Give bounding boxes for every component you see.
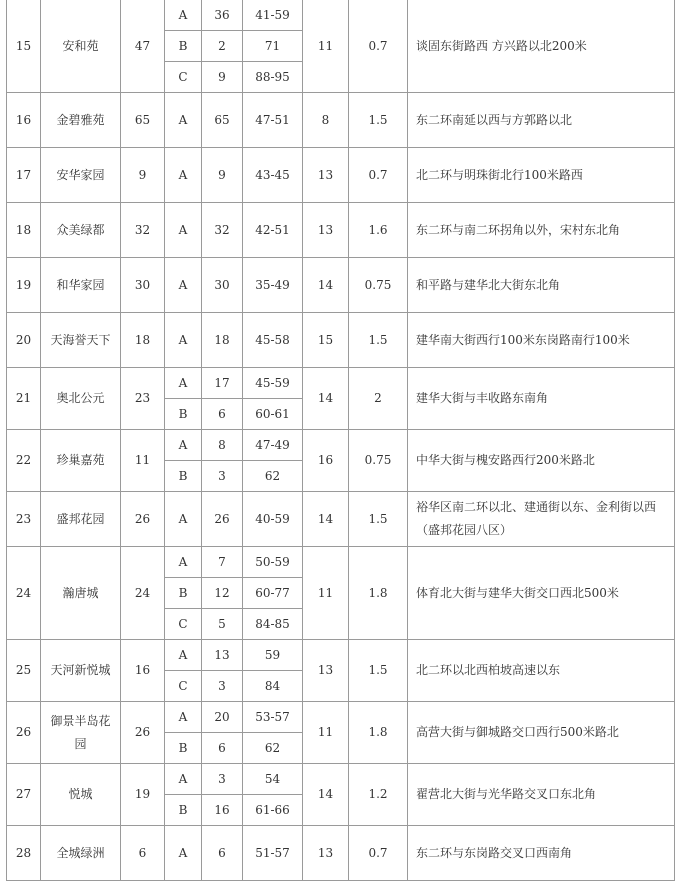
table-body xyxy=(7,0,675,881)
unit-area: 71 xyxy=(243,31,303,62)
floors: 15 xyxy=(303,313,349,368)
price: 1.8 xyxy=(349,547,408,640)
table-row xyxy=(7,368,675,399)
unit-area: 84-85 xyxy=(243,609,303,640)
unit-area: 60-77 xyxy=(243,578,303,609)
project-name: 金碧雅苑 xyxy=(41,93,121,148)
unit-count: 13 xyxy=(202,640,243,671)
project-name: 天海誉天下 xyxy=(41,313,121,368)
unit-count: 5 xyxy=(202,609,243,640)
unit-count: 36 xyxy=(202,0,243,31)
price: 2 xyxy=(349,368,408,430)
table-row xyxy=(7,313,675,368)
floors: 11 xyxy=(303,547,349,640)
unit-count: 12 xyxy=(202,578,243,609)
unit-area: 42-51 xyxy=(243,203,303,258)
unit-area: 59 xyxy=(243,640,303,671)
total-units: 65 xyxy=(121,93,165,148)
unit-area: 35-49 xyxy=(243,258,303,313)
floors: 14 xyxy=(303,764,349,826)
unit-area: 43-45 xyxy=(243,148,303,203)
price: 0.7 xyxy=(349,0,408,93)
total-units: 47 xyxy=(121,0,165,93)
table-row xyxy=(7,0,675,31)
unit-count: 6 xyxy=(202,826,243,881)
floors: 16 xyxy=(303,430,349,492)
table-row xyxy=(7,203,675,258)
floors: 8 xyxy=(303,93,349,148)
price: 0.75 xyxy=(349,430,408,492)
row-number: 26 xyxy=(7,702,41,764)
floors: 13 xyxy=(303,203,349,258)
row-number: 28 xyxy=(7,826,41,881)
unit-type: A xyxy=(165,0,202,31)
row-number: 19 xyxy=(7,258,41,313)
row-number: 18 xyxy=(7,203,41,258)
floors: 14 xyxy=(303,492,349,547)
unit-type: A xyxy=(165,764,202,795)
unit-type: A xyxy=(165,313,202,368)
price: 1.6 xyxy=(349,203,408,258)
unit-count: 16 xyxy=(202,795,243,826)
price: 1.5 xyxy=(349,492,408,547)
row-number: 15 xyxy=(7,0,41,93)
table-row xyxy=(7,702,675,733)
floors: 13 xyxy=(303,148,349,203)
unit-count: 32 xyxy=(202,203,243,258)
unit-area: 53-57 xyxy=(243,702,303,733)
location: 北二环与明珠街北行100米路西 xyxy=(408,148,675,203)
unit-count: 2 xyxy=(202,31,243,62)
unit-type: C xyxy=(165,609,202,640)
unit-count: 65 xyxy=(202,93,243,148)
unit-count: 8 xyxy=(202,430,243,461)
floors: 13 xyxy=(303,640,349,702)
unit-type: B xyxy=(165,399,202,430)
unit-count: 9 xyxy=(202,148,243,203)
unit-count: 20 xyxy=(202,702,243,733)
price: 1.5 xyxy=(349,313,408,368)
unit-count: 18 xyxy=(202,313,243,368)
housing-table xyxy=(6,0,675,881)
unit-type: A xyxy=(165,203,202,258)
project-name: 众美绿都 xyxy=(41,203,121,258)
location: 东二环与南二环拐角以外，宋村东北角 xyxy=(408,203,675,258)
unit-count: 17 xyxy=(202,368,243,399)
total-units: 24 xyxy=(121,547,165,640)
unit-count: 30 xyxy=(202,258,243,313)
row-number: 23 xyxy=(7,492,41,547)
price: 1.2 xyxy=(349,764,408,826)
unit-area: 60-61 xyxy=(243,399,303,430)
price: 0.7 xyxy=(349,148,408,203)
row-number: 24 xyxy=(7,547,41,640)
unit-count: 26 xyxy=(202,492,243,547)
unit-area: 62 xyxy=(243,733,303,764)
unit-area: 45-59 xyxy=(243,368,303,399)
unit-type: A xyxy=(165,148,202,203)
unit-count: 7 xyxy=(202,547,243,578)
project-name: 奥北公元 xyxy=(41,368,121,430)
row-number: 16 xyxy=(7,93,41,148)
total-units: 30 xyxy=(121,258,165,313)
price: 1.5 xyxy=(349,93,408,148)
total-units: 16 xyxy=(121,640,165,702)
total-units: 23 xyxy=(121,368,165,430)
project-name: 天河新悦城 xyxy=(41,640,121,702)
location: 东二环南延以西与方郭路以北 xyxy=(408,93,675,148)
total-units: 26 xyxy=(121,702,165,764)
unit-area: 62 xyxy=(243,461,303,492)
project-name: 盛邦花园 xyxy=(41,492,121,547)
row-number: 20 xyxy=(7,313,41,368)
table-row xyxy=(7,547,675,578)
unit-count: 3 xyxy=(202,764,243,795)
unit-type: B xyxy=(165,461,202,492)
unit-area: 61-66 xyxy=(243,795,303,826)
table-row xyxy=(7,430,675,461)
total-units: 6 xyxy=(121,826,165,881)
table-row xyxy=(7,826,675,881)
unit-type: A xyxy=(165,826,202,881)
unit-type: C xyxy=(165,671,202,702)
table-row xyxy=(7,258,675,313)
location: 东二环与东岗路交叉口西南角 xyxy=(408,826,675,881)
unit-count: 9 xyxy=(202,62,243,93)
row-number: 25 xyxy=(7,640,41,702)
location: 和平路与建华北大街东北角 xyxy=(408,258,675,313)
unit-type: B xyxy=(165,733,202,764)
unit-type: A xyxy=(165,702,202,733)
unit-area: 84 xyxy=(243,671,303,702)
unit-type: B xyxy=(165,578,202,609)
unit-area: 51-57 xyxy=(243,826,303,881)
price: 1.8 xyxy=(349,702,408,764)
table-row xyxy=(7,93,675,148)
table-row xyxy=(7,764,675,795)
location: 翟营北大街与光华路交叉口东北角 xyxy=(408,764,675,826)
unit-type: B xyxy=(165,31,202,62)
price: 0.7 xyxy=(349,826,408,881)
floors: 11 xyxy=(303,702,349,764)
unit-type: A xyxy=(165,640,202,671)
unit-count: 3 xyxy=(202,671,243,702)
price: 0.75 xyxy=(349,258,408,313)
project-name: 安和苑 xyxy=(41,0,121,93)
total-units: 32 xyxy=(121,203,165,258)
project-name: 悦城 xyxy=(41,764,121,826)
total-units: 26 xyxy=(121,492,165,547)
row-number: 21 xyxy=(7,368,41,430)
total-units: 18 xyxy=(121,313,165,368)
unit-type: A xyxy=(165,368,202,399)
unit-type: C xyxy=(165,62,202,93)
unit-area: 50-59 xyxy=(243,547,303,578)
project-name: 御景半岛花园 xyxy=(41,702,121,764)
unit-type: A xyxy=(165,547,202,578)
floors: 14 xyxy=(303,368,349,430)
location: 建华大街与丰收路东南角 xyxy=(408,368,675,430)
project-name: 瀚唐城 xyxy=(41,547,121,640)
unit-area: 88-95 xyxy=(243,62,303,93)
unit-area: 45-58 xyxy=(243,313,303,368)
location: 中华大街与槐安路西行200米路北 xyxy=(408,430,675,492)
location: 谈固东街路西 方兴路以北200米 xyxy=(408,0,675,93)
unit-area: 41-59 xyxy=(243,0,303,31)
unit-area: 54 xyxy=(243,764,303,795)
row-number: 22 xyxy=(7,430,41,492)
unit-count: 6 xyxy=(202,733,243,764)
floors: 11 xyxy=(303,0,349,93)
unit-count: 3 xyxy=(202,461,243,492)
unit-type: A xyxy=(165,492,202,547)
location: 北二环以北西柏坡高速以东 xyxy=(408,640,675,702)
unit-count: 6 xyxy=(202,399,243,430)
total-units: 19 xyxy=(121,764,165,826)
project-name: 全城绿洲 xyxy=(41,826,121,881)
floors: 13 xyxy=(303,826,349,881)
location: 裕华区南二环以北、建通街以东、金利街以西（盛邦花园八区） xyxy=(408,492,675,547)
table-row xyxy=(7,640,675,671)
unit-type: A xyxy=(165,430,202,461)
project-name: 安华家园 xyxy=(41,148,121,203)
table-row xyxy=(7,492,675,547)
unit-type: B xyxy=(165,795,202,826)
unit-area: 40-59 xyxy=(243,492,303,547)
price: 1.5 xyxy=(349,640,408,702)
floors: 14 xyxy=(303,258,349,313)
unit-area: 47-51 xyxy=(243,93,303,148)
row-number: 17 xyxy=(7,148,41,203)
total-units: 11 xyxy=(121,430,165,492)
unit-type: A xyxy=(165,258,202,313)
location: 高营大街与御城路交口西行500米路北 xyxy=(408,702,675,764)
row-number: 27 xyxy=(7,764,41,826)
table-row xyxy=(7,148,675,203)
location: 建华南大街西行100米东岗路南行100米 xyxy=(408,313,675,368)
total-units: 9 xyxy=(121,148,165,203)
project-name: 珍巢嘉苑 xyxy=(41,430,121,492)
unit-type: A xyxy=(165,93,202,148)
project-name: 和华家园 xyxy=(41,258,121,313)
location: 体育北大街与建华大街交口西北500米 xyxy=(408,547,675,640)
unit-area: 47-49 xyxy=(243,430,303,461)
